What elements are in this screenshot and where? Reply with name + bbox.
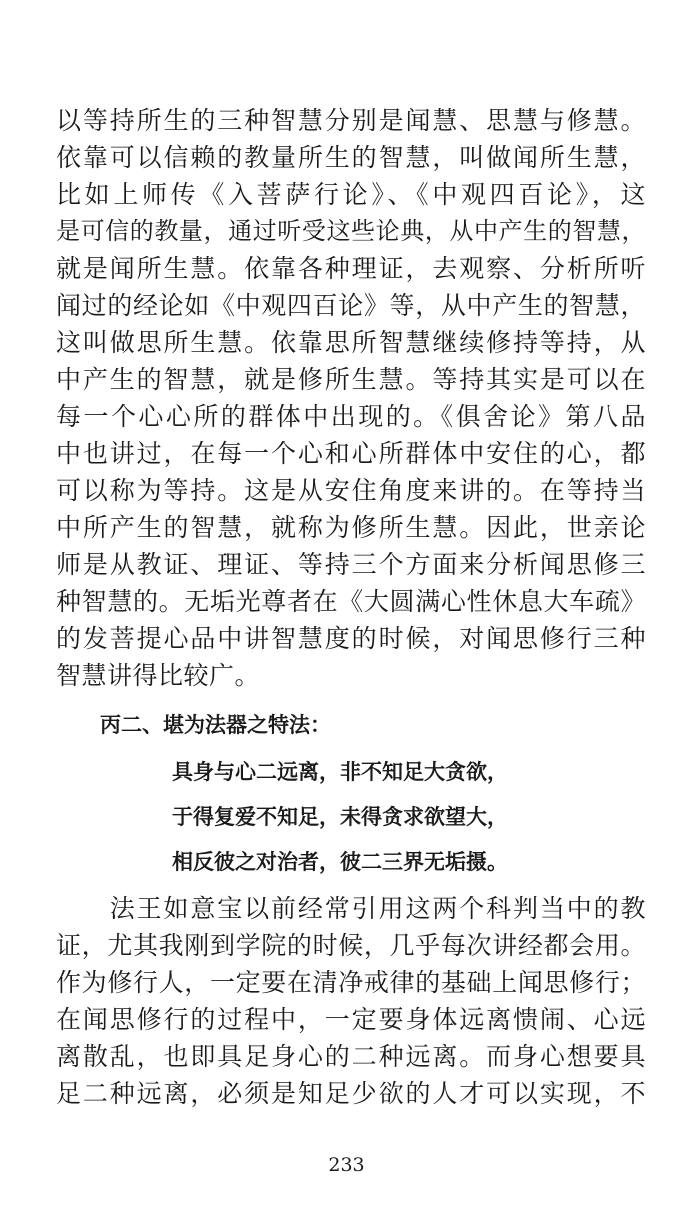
text-line: 中产生的智慧，就是修所生慧。等持其实是可以在: [56, 365, 646, 394]
verse-line: 具身与心二远离，非不知足大贪欲，: [172, 760, 508, 784]
text-line: 是可信的教量，通过听受这些论典，从中产生的智慧，: [56, 217, 646, 245]
text-line: 依靠可以信赖的教量所生的智慧，叫做闻所生慧，: [56, 143, 646, 172]
verse-line: 于得复爱不知足，未得贪求欲望大，: [172, 805, 508, 829]
text-line: 法王如意宝以前经常引用这两个科判当中的教: [56, 894, 646, 923]
verse-line: 相反彼之对治者，彼二三界无垢摄。: [172, 850, 508, 874]
text-line: 证，尤其我刚到学院的时候，几乎每次讲经都会用。: [56, 931, 646, 960]
text-line: 闻过的经论如《中观四百论》等，从中产生的智慧，: [56, 291, 646, 320]
section-heading: 丙二、堪为法器之特法：: [100, 713, 331, 737]
text-line: 比如上师传《入菩萨行论》、《中观四百论》，这: [56, 180, 646, 209]
text-line: 这叫做思所生慧。依靠思所智慧继续修持等持，从: [56, 328, 646, 357]
page-number: 233: [328, 1154, 365, 1176]
text-line: 的发菩提心品中讲智慧度的时候，对闻思修行三种: [56, 624, 646, 653]
text-line: 作为修行人，一定要在清净戒律的基础上闻思修行；: [56, 968, 646, 997]
text-line: 就是闻所生慧。依靠各种理证，去观察、分析所听: [56, 254, 646, 283]
text-line: 在闻思修行的过程中，一定要身体远离愦闹、心远: [56, 1005, 646, 1034]
text-line: 离散乱，也即具足身心的二种远离。而身心想要具: [56, 1042, 646, 1071]
text-line: 中也讲过，在每一个心和心所群体中安住的心，都: [56, 439, 646, 468]
text-line: 智慧讲得比较广。: [56, 661, 261, 690]
text-line: 种智慧的。无垢光尊者在《大圆满心性休息大车疏》: [56, 587, 646, 616]
text-line: 以等持所生的三种智慧分别是闻慧、思慧与修慧。: [56, 106, 646, 135]
text-line: 可以称为等持。这是从安住角度来讲的。在等持当: [56, 476, 646, 505]
paragraph-commentary: [56, 102, 646, 694]
text-line: 足二种远离，必须是知足少欲的人才可以实现，不: [56, 1079, 646, 1108]
paragraph-explanation: [56, 890, 646, 1112]
text-line: 师是从教证、理证、等持三个方面来分析闻思修三: [56, 550, 646, 579]
text-line: 每一个心心所的群体中出现的。《俱舍论》第八品: [56, 402, 646, 431]
text-line: 中所产生的智慧，就称为修所生慧。因此，世亲论: [56, 513, 646, 542]
